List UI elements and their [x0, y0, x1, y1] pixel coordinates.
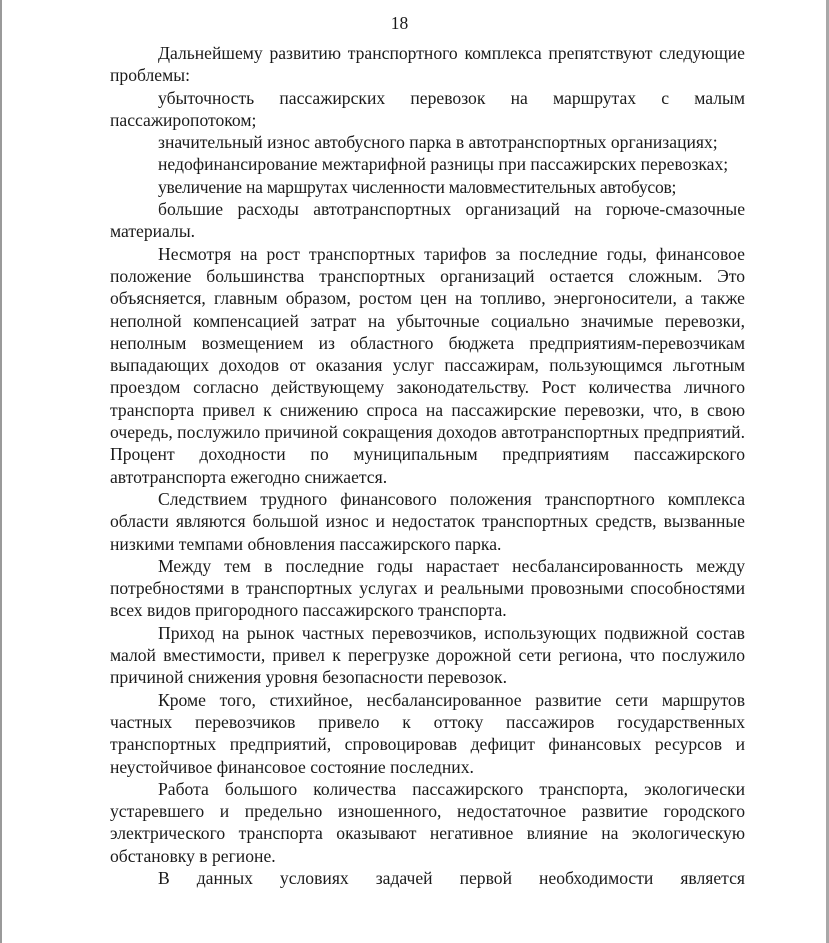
list-item-fuel-costs: большие расходы автотранспортных организаций на горюче-смазочные материалы.	[110, 199, 745, 242]
list-item-underfunding: недофинансирование межтарифной разницы при пассажирских перевозках;	[158, 154, 729, 175]
paragraph-imbalance: Между тем в последние годы нарастает несбалансированность между потребностями в транспортных услугах и реальными провозными способностями всех видов пригородного пассажирского транспорта.	[110, 555, 745, 621]
list-item-unprofitability: убыточность пассажирских перевозок на маршрутах с малым пассажиропотоком;	[110, 87, 745, 130]
paragraph-route-network: Кроме того, стихийное, несбалансированное развитие сети маршрутов частных перевозчиков привело к оттоку пассажиров государственных транспортных предприятий, спровоцировав дефицит финансовых ресурсов и неустойчивое финансовое состояние последних.	[110, 689, 745, 777]
paragraph-private-carriers: Приход на рынок частных перевозчиков, использующих подвижной состав малой вместимости, привел к перегрузке дорожной сети региона, что послужило причиной снижения уровня безопасности перевозок.	[110, 622, 745, 688]
paragraph-consequence: Следствием трудного финансового положения транспортного комплекса области являются большой износ и недостаток транспортных средств, вызванные низкими темпами обновления пассажирского парка.	[110, 488, 745, 554]
paragraph-task: В данных условиях задачей первой необходимости является	[158, 867, 745, 888]
list-item-small-buses: увеличение на маршрутах численности маловместительных автобусов;	[158, 176, 677, 197]
document-body	[110, 42, 745, 889]
page-border-left	[0, 0, 2, 943]
paragraph-ecology: Работа большого количества пассажирского транспорта, экологически устаревшего и предельно изношенного, недостаточное развитие городского электрического транспорта оказывают негативное влияние на экологическую обстановку в регионе.	[110, 778, 745, 866]
paragraph-intro: Дальнейшему развитию транспортного комплекса препятствуют следующие проблемы:	[110, 43, 745, 86]
paragraph-tariffs: Несмотря на рост транспортных тарифов за последние годы, финансовое положение большинства транспортных организаций остается сложным. Это объясняется, главным образом, ростом цен на топливо, энергоносители, а также неполной компенсацией затрат на убыточные социально значимые перевозки, неполным возмещением из областного бюджета предприятиям-перевозчикам выпадающих доходов от оказания услуг пассажирам, пользующимся льготным проездом согласно действующему законодательству. Рост количества личного транспорта привел к снижению спроса на пассажирские перевозки, что, в свою очередь, послужило причиной сокращения доходов автотранспортных предприятий. Процент доходности по муниципальным предприятиям пассажирского автотранспорта ежегодно снижается.	[110, 243, 745, 487]
page-number: 18	[390, 13, 409, 33]
list-item-fleet-wear: значительный износ автобусного парка в автотранспортных организациях;	[158, 132, 718, 153]
